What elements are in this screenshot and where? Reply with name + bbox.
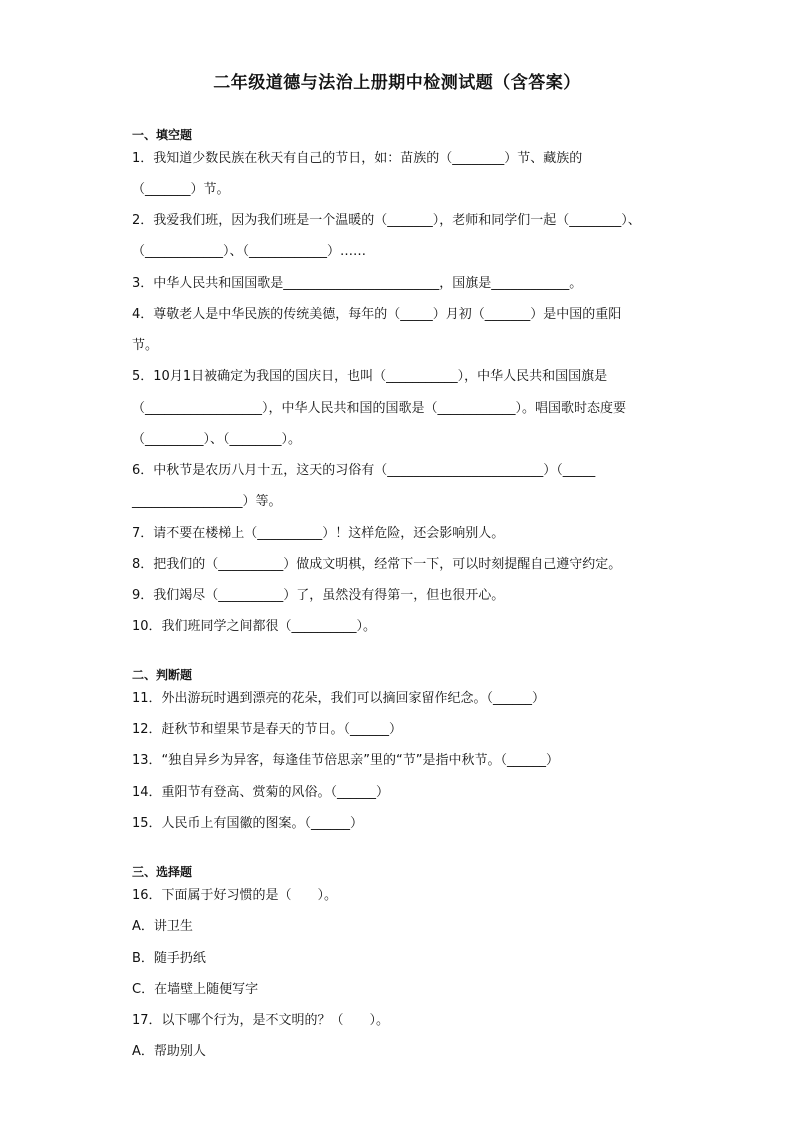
question-4-line-1: 4．尊敬老人是中华民族的传统美德，每年的（_____）月初（_______）是中国的重阳 xyxy=(132,307,622,322)
question-17: 17．以下哪个行为，是不文明的？（ ）。 xyxy=(132,1013,390,1028)
question-5-line-1: 5．10月1日被确定为我国的国庆日，也叫（___________），中华人民共和国国旗是 xyxy=(132,369,608,384)
question-10: 10．我们班同学之间都很（__________）。 xyxy=(132,619,377,634)
question-13: 13．“独自异乡为异客，每逢佳节倍思亲”里的“节”是指中秋节。（______） xyxy=(132,753,559,768)
question-7: 7．请不要在楼梯上（__________）！这样危险，还会影响别人。 xyxy=(132,526,505,541)
page-title: 二年级道德与法治上册期中检测试题（含答案） xyxy=(213,73,581,93)
question-6-line-1: 6．中秋节是农历八月十五，这天的习俗有（________________________）（_____ xyxy=(132,463,596,478)
question-16-option-b: B．随手扔纸 xyxy=(132,951,206,966)
question-1-line-1: 1．我知道少数民族在秋天有自己的节日，如：苗族的（________）节、藏族的 xyxy=(132,151,583,166)
question-5-line-3: （_________）、（________）。 xyxy=(132,432,302,447)
section-multiple-choice: 三、选择题 xyxy=(132,865,193,879)
question-3: 3．中华人民共和国国歌是________________________，国旗是____________。 xyxy=(132,276,583,291)
section-fill-blank: 一、填空题 xyxy=(132,128,193,142)
question-12: 12．赶秋节和望果节是春天的节日。（______） xyxy=(132,722,403,737)
question-14: 14．重阳节有登高、赏菊的风俗。（______） xyxy=(132,785,390,800)
section-true-false: 二、判断题 xyxy=(132,668,193,682)
question-4-line-2: 节。 xyxy=(132,338,159,353)
question-1-line-2: （_______）节。 xyxy=(132,182,230,197)
question-9: 9．我们竭尽（__________）了，虽然没有得第一，但也很开心。 xyxy=(132,588,505,603)
question-16-option-c: C．在墙壁上随便写字 xyxy=(132,982,259,997)
question-16-option-a: A．讲卫生 xyxy=(132,919,193,934)
question-8: 8．把我们的（__________）做成文明棋，经常下一下，可以时刻提醒自己遵守约定。 xyxy=(132,557,622,572)
question-15: 15．人民币上有国徽的图案。（______） xyxy=(132,816,364,831)
question-6-line-2: _________________）等。 xyxy=(132,494,282,509)
question-16: 16．下面属于好习惯的是（ ）。 xyxy=(132,888,338,903)
question-17-option-a: A．帮助别人 xyxy=(132,1044,206,1059)
question-5-line-2: （__________________），中华人民共和国的国歌是（____________）。唱国歌时态度要 xyxy=(132,401,627,416)
question-11: 11．外出游玩时遇到漂亮的花朵，我们可以摘回家留作纪念。（______） xyxy=(132,691,546,706)
question-2-line-2: （____________）、（____________）…… xyxy=(132,244,367,259)
question-2-line-1: 2．我爱我们班，因为我们班是一个温暖的（_______），老师和同学们一起（________）、 xyxy=(132,213,641,228)
